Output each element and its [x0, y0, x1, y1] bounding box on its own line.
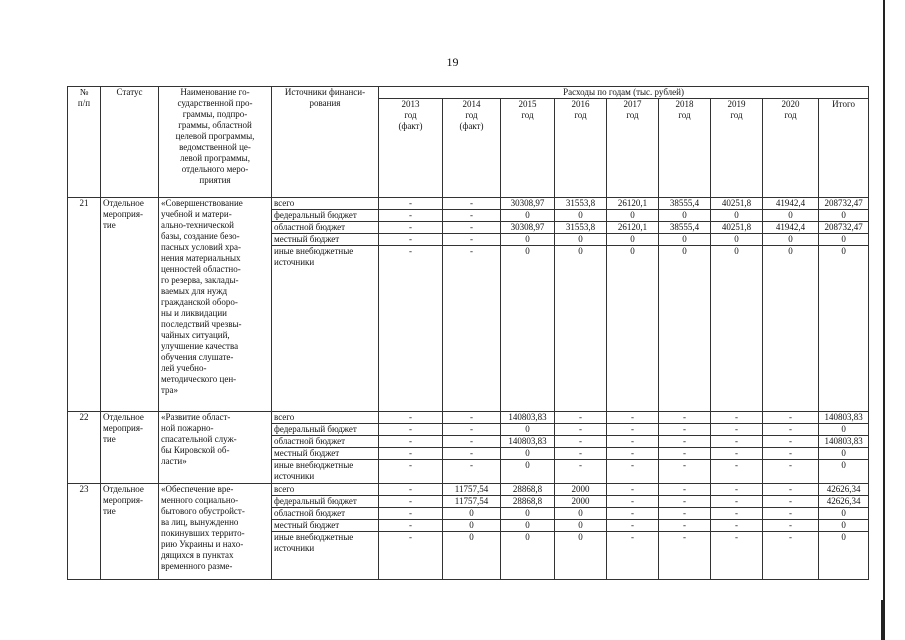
funding-source: областной бюджет	[272, 508, 379, 520]
row-title: «Обеспечение вре- менного социально- бытового обустройст- ва лиц, вынужденно покинувших террито- рию Украины и нахо- дящихся в пунктах временного разме-	[159, 484, 272, 580]
value-cell: -	[555, 424, 607, 436]
value-cell: -	[763, 460, 819, 484]
value-cell: -	[711, 460, 763, 484]
table-row	[68, 198, 869, 210]
header-total: Итого	[819, 99, 869, 198]
funding-source: областной бюджет	[272, 436, 379, 448]
funding-source: местный бюджет	[272, 234, 379, 246]
value-cell: -	[379, 484, 443, 496]
value-cell: -	[659, 508, 711, 520]
header-year-2015: 2015 год	[501, 99, 555, 198]
row-title: «Совершенствование учебной и матери- ально-технической базы, создание безо- пасных условий хра- нения материальных ценностей областно- го резерва, заклады- ваемых для нужд гражданской оборо- ны и ликвидации последствий чрезвы- чайных ситуаций, улучшение качества обучения слушате- лей учебно- методического цен- тра»	[159, 198, 272, 412]
value-cell: -	[555, 412, 607, 424]
total-cell: 0	[819, 532, 869, 580]
value-cell: -	[555, 460, 607, 484]
funding-source: всего	[272, 198, 379, 210]
right-margin-rule-lower	[881, 600, 883, 640]
value-cell: -	[607, 436, 659, 448]
value-cell: -	[379, 460, 443, 484]
value-cell: 0	[501, 424, 555, 436]
value-cell: -	[607, 424, 659, 436]
value-cell: 2000	[555, 496, 607, 508]
value-cell: -	[711, 424, 763, 436]
value-cell: 0	[501, 508, 555, 520]
value-cell: -	[443, 210, 501, 222]
total-cell: 140803,83	[819, 412, 869, 424]
total-cell: 208732,47	[819, 222, 869, 234]
value-cell: 0	[443, 532, 501, 580]
value-cell: -	[763, 532, 819, 580]
value-cell: 0	[659, 246, 711, 412]
value-cell: 0	[659, 210, 711, 222]
value-cell: 26120,1	[607, 222, 659, 234]
value-cell: -	[763, 508, 819, 520]
value-cell: 0	[555, 234, 607, 246]
value-cell: -	[659, 424, 711, 436]
value-cell: 0	[501, 246, 555, 412]
value-cell: -	[659, 496, 711, 508]
value-cell: 0	[555, 532, 607, 580]
value-cell: 30308,97	[501, 222, 555, 234]
value-cell: -	[443, 222, 501, 234]
value-cell: -	[763, 412, 819, 424]
value-cell: 31553,8	[555, 198, 607, 210]
value-cell: -	[443, 460, 501, 484]
value-cell: 41942,4	[763, 222, 819, 234]
value-cell: 38555,4	[659, 198, 711, 210]
value-cell: 31553,8	[555, 222, 607, 234]
value-cell: 40251,8	[711, 198, 763, 210]
value-cell: -	[763, 436, 819, 448]
value-cell: -	[607, 448, 659, 460]
funding-source: иные внебюджетные источники	[272, 532, 379, 580]
header-num: № п/п	[68, 87, 101, 198]
value-cell: 0	[763, 210, 819, 222]
value-cell: 0	[443, 508, 501, 520]
value-cell: 0	[501, 520, 555, 532]
value-cell: 0	[501, 234, 555, 246]
total-cell: 0	[819, 448, 869, 460]
header-source: Источники финанси- рования	[272, 87, 379, 198]
value-cell: 0	[711, 210, 763, 222]
value-cell: -	[607, 496, 659, 508]
total-cell: 0	[819, 508, 869, 520]
value-cell: -	[659, 484, 711, 496]
value-cell: 30308,97	[501, 198, 555, 210]
value-cell: 0	[607, 246, 659, 412]
value-cell: -	[379, 412, 443, 424]
value-cell: -	[711, 520, 763, 532]
value-cell: 0	[711, 246, 763, 412]
value-cell: 0	[607, 210, 659, 222]
header-year-2019: 2019 год	[711, 99, 763, 198]
value-cell: -	[711, 448, 763, 460]
funding-source: федеральный бюджет	[272, 210, 379, 222]
value-cell: 28868,8	[501, 496, 555, 508]
total-cell: 208732,47	[819, 198, 869, 210]
value-cell: -	[443, 412, 501, 424]
value-cell: 0	[607, 234, 659, 246]
funding-source: всего	[272, 484, 379, 496]
value-cell: 0	[763, 234, 819, 246]
value-cell: 0	[501, 532, 555, 580]
value-cell: -	[443, 448, 501, 460]
value-cell: -	[607, 460, 659, 484]
header-expenses: Расходы по годам (тыс. рублей)	[379, 87, 869, 99]
header-year-2014: 2014 год (факт)	[443, 99, 501, 198]
value-cell: -	[443, 246, 501, 412]
value-cell: -	[379, 532, 443, 580]
value-cell: -	[379, 436, 443, 448]
value-cell: -	[711, 508, 763, 520]
value-cell: 0	[659, 234, 711, 246]
funding-source: местный бюджет	[272, 520, 379, 532]
value-cell: 11757,54	[443, 484, 501, 496]
value-cell: -	[711, 484, 763, 496]
value-cell: -	[555, 436, 607, 448]
value-cell: -	[763, 424, 819, 436]
value-cell: 0	[555, 520, 607, 532]
value-cell: -	[711, 436, 763, 448]
value-cell: -	[379, 222, 443, 234]
row-status: Отдельное мероприя- тие	[101, 412, 159, 484]
value-cell: -	[379, 448, 443, 460]
total-cell: 0	[819, 520, 869, 532]
header-year-2020: 2020 год	[763, 99, 819, 198]
total-cell: 42626,34	[819, 496, 869, 508]
value-cell: 28868,8	[501, 484, 555, 496]
header-status: Статус	[101, 87, 159, 198]
value-cell: -	[443, 234, 501, 246]
budget-table	[67, 86, 869, 580]
right-margin-rule	[883, 0, 885, 640]
value-cell: 40251,8	[711, 222, 763, 234]
row-number: 23	[68, 484, 101, 580]
value-cell: -	[443, 198, 501, 210]
value-cell: -	[607, 508, 659, 520]
value-cell: -	[763, 520, 819, 532]
total-cell: 42626,34	[819, 484, 869, 496]
value-cell: -	[659, 532, 711, 580]
value-cell: 0	[501, 210, 555, 222]
row-status: Отдельное мероприя- тие	[101, 198, 159, 412]
value-cell: 26120,1	[607, 198, 659, 210]
value-cell: -	[763, 448, 819, 460]
value-cell: 0	[501, 448, 555, 460]
value-cell: 140803,83	[501, 436, 555, 448]
header-name: Наименование го- сударственной про- граммы, подпро- граммы, областной целевой программы, ведомственной це- левой программы, отдельного меро- приятия	[159, 87, 272, 198]
value-cell: -	[607, 484, 659, 496]
funding-source: федеральный бюджет	[272, 424, 379, 436]
table-row	[68, 484, 869, 496]
value-cell: -	[659, 460, 711, 484]
value-cell: -	[711, 496, 763, 508]
value-cell: -	[659, 448, 711, 460]
row-number: 22	[68, 412, 101, 484]
value-cell: 11757,54	[443, 496, 501, 508]
value-cell: 0	[555, 508, 607, 520]
value-cell: -	[659, 412, 711, 424]
row-number: 21	[68, 198, 101, 412]
value-cell: 0	[763, 246, 819, 412]
total-cell: 0	[819, 234, 869, 246]
total-cell: 0	[819, 460, 869, 484]
value-cell: -	[379, 234, 443, 246]
funding-source: федеральный бюджет	[272, 496, 379, 508]
value-cell: -	[711, 532, 763, 580]
value-cell: 0	[443, 520, 501, 532]
value-cell: -	[443, 436, 501, 448]
funding-source: местный бюджет	[272, 448, 379, 460]
header-year-2017: 2017 год	[607, 99, 659, 198]
value-cell: -	[607, 520, 659, 532]
value-cell: -	[379, 508, 443, 520]
value-cell: -	[763, 496, 819, 508]
value-cell: -	[607, 412, 659, 424]
value-cell: -	[763, 484, 819, 496]
value-cell: 0	[555, 210, 607, 222]
funding-source: всего	[272, 412, 379, 424]
value-cell: -	[379, 210, 443, 222]
value-cell: 0	[501, 460, 555, 484]
value-cell: -	[379, 520, 443, 532]
value-cell: -	[443, 424, 501, 436]
value-cell: -	[659, 436, 711, 448]
funding-source: иные внебюджетные источники	[272, 460, 379, 484]
funding-source: областной бюджет	[272, 222, 379, 234]
header-year-2013: 2013 год (факт)	[379, 99, 443, 198]
value-cell: 2000	[555, 484, 607, 496]
header-year-2018: 2018 год	[659, 99, 711, 198]
value-cell: 140803,83	[501, 412, 555, 424]
value-cell: -	[659, 520, 711, 532]
total-cell: 0	[819, 424, 869, 436]
value-cell: 0	[555, 246, 607, 412]
page-number: 19	[446, 55, 459, 69]
table-row	[68, 412, 869, 424]
value-cell: -	[607, 532, 659, 580]
row-title: «Развитие област- ной пожарно- спасательной служ- бы Кировской об- ласти»	[159, 412, 272, 484]
total-cell: 0	[819, 210, 869, 222]
value-cell: 38555,4	[659, 222, 711, 234]
value-cell: -	[379, 424, 443, 436]
value-cell: -	[379, 496, 443, 508]
row-status: Отдельное мероприя- тие	[101, 484, 159, 580]
value-cell: 0	[711, 234, 763, 246]
value-cell: -	[379, 198, 443, 210]
value-cell: -	[555, 448, 607, 460]
value-cell: -	[711, 412, 763, 424]
total-cell: 140803,83	[819, 436, 869, 448]
funding-source: иные внебюджетные источники	[272, 246, 379, 412]
value-cell: -	[379, 246, 443, 412]
header-year-2016: 2016 год	[555, 99, 607, 198]
value-cell: 41942,4	[763, 198, 819, 210]
total-cell: 0	[819, 246, 869, 412]
